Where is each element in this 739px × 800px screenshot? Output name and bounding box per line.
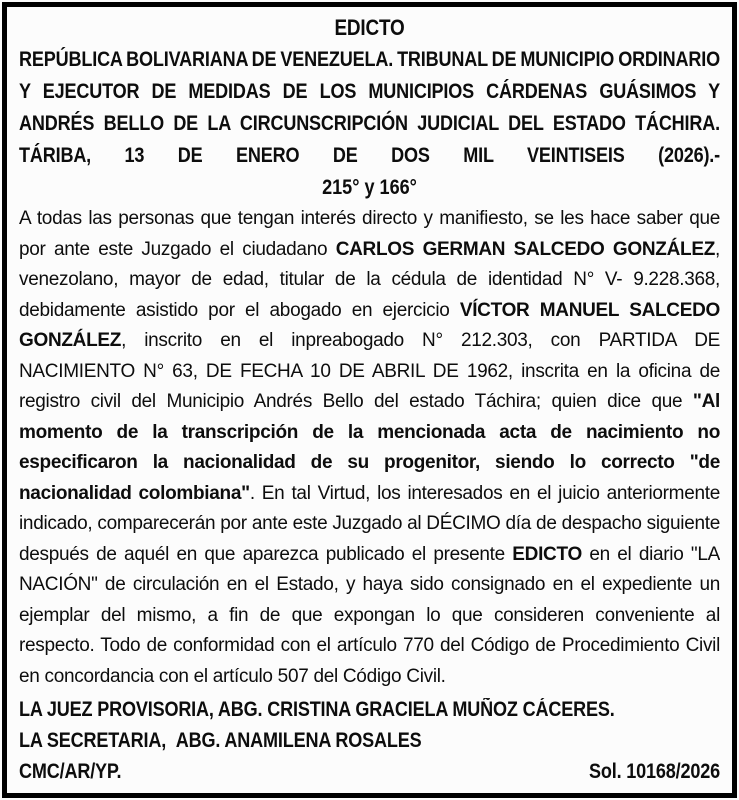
signature-judge: LA JUEZ PROVISORIA, ABG. CRISTINA GRACIELA MUÑOZ CÁCERES. <box>19 698 615 721</box>
signature-secretary: LA SECRETARIA, ABG. ANAMILENA ROSALES <box>19 729 422 752</box>
notice-footer <box>19 756 720 787</box>
notice-body: A todas las personas que tengan interés directo y manifiesto, se les hace saber que por ante este Juzgado el ciudadano CARLOS GERMAN SALCEDO GONZÁLEZ, venezolano, mayor de edad, titular de la cédula de identidad N° V- 9.228.368, debidamente asistido por el abogado en ejercicio VÍCTOR MANUEL SALCEDO GONZÁLEZ, inscrito en el inpreabogado N° 212.303, con PARTIDA DE NACIMIENTO N° 63, DE FECHA 10 DE ABRIL DE 1962, inscrita en la oficina de registro civil del Municipio Andrés Bello del estado Táchira; quien dice que "Al momento de la transcripción de la mencionada acta de nacimiento no especificaron la nacionalidad de su progenitor, siendo lo correcto "de nacionalidad colombiana". En tal Virtud, los interesados en el juicio anteriormente indicado, comparecerán por ante este Juzgado al DÉCIMO día de despacho siguiente después de aquél en que aparezca publicado el presente EDICTO en el diario "LA NACIÓN" de circulación en el Estado, y haya sido consignado en el expediente un ejemplar del mismo, a fin de que expongan lo que consideren conveniente al respecto. Todo de conformidad con el artículo 770 del Código de Procedimiento Civil en concordancia con el artículo 507 del Código Civil. <box>19 208 720 687</box>
notice-court-header: REPÚBLICA BOLIVARIANA DE VENEZUELA. TRIBUNAL DE MUNICIPIO ORDINARIO Y EJECUTOR DE MEDIDAS DE LOS MUNICIPIOS CÁRDENAS GUÁSIMOS Y ANDRÉS BELLO DE LA CIRCUNSCRIPCIÓN JUDICIAL DEL ESTADO TÁCHIRA. TÁRIBA, 13 DE ENERO DE DOS MIL VEINTISEIS (2026).- <box>19 48 720 167</box>
solicitud-number: Sol. 10168/2026 <box>589 760 720 783</box>
notice-frame <box>2 2 737 798</box>
notice-title: EDICTO <box>334 15 405 40</box>
court-years: 215° y 166° <box>322 176 417 199</box>
reference-code: CMC/AR/YP. <box>19 760 122 783</box>
